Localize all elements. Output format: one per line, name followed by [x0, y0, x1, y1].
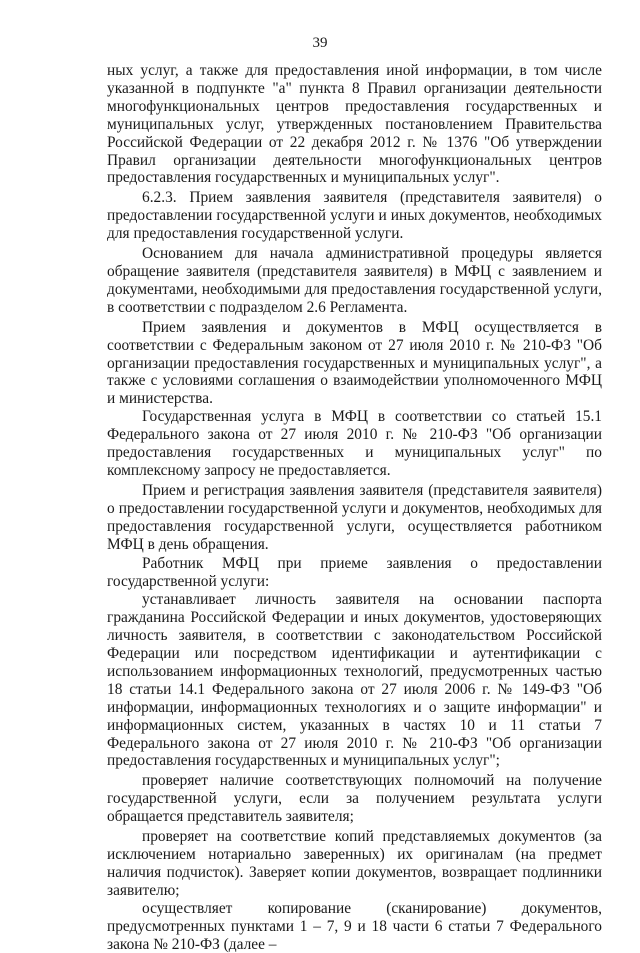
page-number: 39 — [312, 35, 328, 51]
list-item-identity: устанавливает личность заявителя на основании паспорта гражданина Российской Федерации и иных документов, удостоверяющих личность заявителя, в соответствии с законодательством Российской Федерации или посредством идентификации и аутентификации с использованием информационных технологий, предусмотренных частью 18 статьи 14.1 Федерального закона от 27 июля 2006 г. № 149-ФЗ "Об информации, информационных технологиях и о защите информации" и информационных систем, указанных в частях 10 и 11 статьи 7 Федерального закона от 27 июля 2010 г. № 210-ФЗ "Об организации предоставления государственных и муниципальных услуг"; — [107, 591, 602, 770]
document-body — [107, 62, 602, 953]
paragraph-complex-request: Государственная услуга в МФЦ в соответствии со статьей 15.1 Федерального закона от 27 июля 2010 г. № 210-ФЗ "Об организации предоставления государственных и муниципальных услуг" по комплексному запросу не предоставляется. — [107, 408, 602, 479]
list-item-copies-check: проверяет на соответствие копий представляемых документов (за исключением нотариально заверенных) их оригиналам (на предмет наличия подчисток). Заверяет копии документов, возвращает подлинники заявителю; — [107, 828, 602, 899]
paragraph-acceptance: Прием заявления и документов в МФЦ осуществляется в соответствии с Федеральным законом от 27 июля 2010 г. № 210-ФЗ "Об организации предоставления государственных и муниципальных услуг", а также с условиями соглашения о взаимодействии уполномоченного МФЦ и министерства. — [107, 318, 602, 408]
paragraph-continuation: ных услуг, а также для предоставления иной информации, в том числе указанной в подпункте "а" пункта 8 Правил организации деятельности многофункциональных центров предоставления государственных и муниципальных услуг, утвержденных постановлением Правительства Российской Федерации от 22 декабря 2012 г. № 1376 "Об утверждении Правил организации деятельности многофункциональных центров предоставления государственных и муниципальных услуг". — [107, 62, 602, 187]
paragraph-worker-duties: Работник МФЦ при приеме заявления о предоставлении государственной услуги: — [107, 555, 602, 591]
paragraph-registration: Прием и регистрация заявления заявителя (представителя заявителя) о предоставлении государственной услуги и документов, необходимых для предоставления государственной услуги, осуществляется работником МФЦ в день обращения. — [107, 481, 602, 553]
paragraph-section-6-2-3: 6.2.3. Прием заявления заявителя (представителя заявителя) о предоставлении государственной услуги и иных документов, необходимых для предоставления государственной услуги. — [107, 189, 602, 243]
list-item-scanning: осуществляет копирование (сканирование) документов, предусмотренных пунктами 1 – 7, 9 и 18 части 6 статьи 7 Федерального закона № 210-ФЗ (далее – — [107, 899, 602, 953]
list-item-authority: проверяет наличие соответствующих полномочий на получение государственной услуги, если за получением результата услуги обращается представитель заявителя; — [107, 772, 602, 826]
paragraph-basis: Основанием для начала административной процедуры является обращение заявителя (представителя заявителя) в МФЦ с заявлением и документами, необходимыми для предоставления государственной услуги, в соответствии с подразделом 2.6 Регламента. — [107, 245, 602, 316]
